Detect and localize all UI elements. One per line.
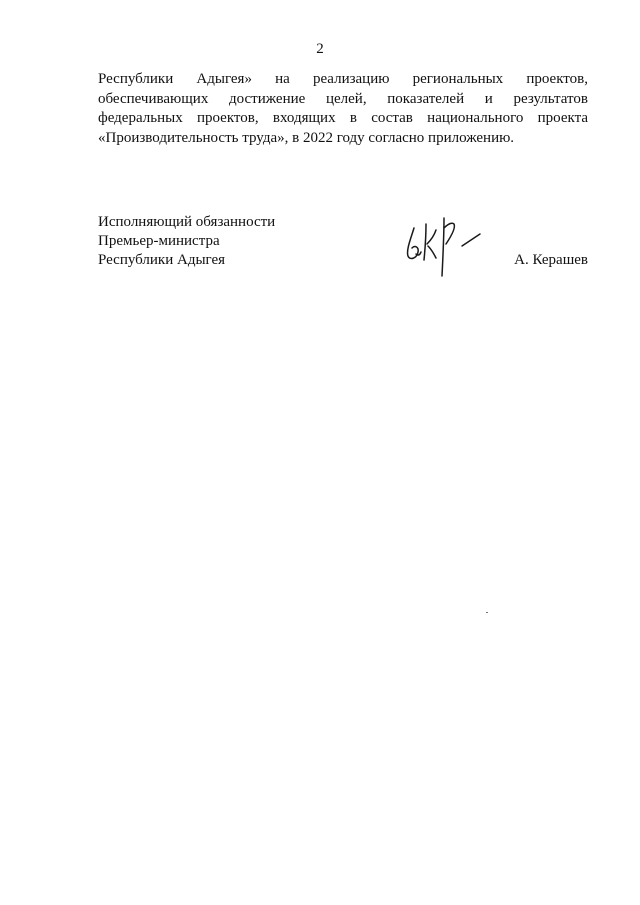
signatory-title-line: Премьер-министра: [98, 233, 220, 249]
body-line: обеспечивающих достижение целей, показателей и результатов: [98, 90, 588, 107]
signatory-title-line: Республики Адыгея: [98, 252, 226, 268]
scan-speck: [486, 612, 488, 613]
signatory-title-line: Исполняющий обязанности: [98, 214, 276, 230]
body-paragraph: [98, 70, 588, 148]
body-line: Республики Адыгея» на реализацию региональных проектов,: [98, 71, 588, 87]
body-line: федеральных проектов, входящих в состав национального проекта: [98, 110, 588, 126]
page-number: 2: [316, 41, 324, 57]
body-line: «Производительность труда», в 2022 году согласно приложению.: [98, 129, 515, 146]
signatory-title: [98, 213, 275, 270]
handwritten-signature: [400, 210, 490, 280]
signer-name: А. Керашев: [514, 252, 588, 268]
